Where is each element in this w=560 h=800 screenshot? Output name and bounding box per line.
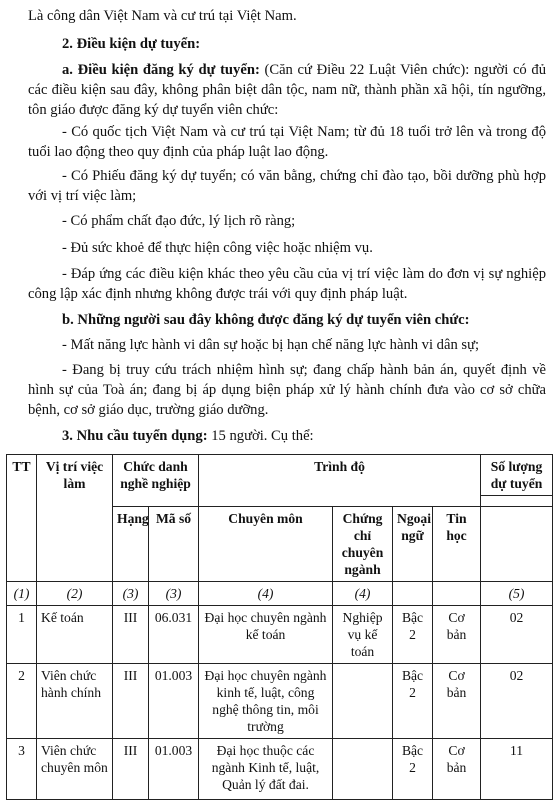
index-cell: (3) — [149, 582, 199, 606]
index-cell — [433, 582, 481, 606]
cell-tt: 1 — [7, 606, 37, 664]
header-rank: Hạng — [113, 507, 149, 582]
cell-tt: 2 — [7, 664, 37, 739]
index-cell: (5) — [481, 582, 553, 606]
cell-rank: III — [113, 739, 149, 800]
exclusion-item: - Đang bị truy cứu trách nhiệm hình sự; đang chấp hành bản án, quyết định về hình sự của Toà án; đang bị áp dụng biện pháp xử lý hành chính đưa vào cơ sở chữa bệnh, cơ sở giáo dục, trường giáo dưỡng. — [28, 362, 546, 418]
header-position: Vị trí việc làm — [37, 455, 113, 582]
header-quantity-empty — [481, 507, 553, 582]
table-row — [7, 739, 553, 800]
section-2-heading: 2. Điều kiện dự tuyển: — [62, 36, 201, 52]
table-row — [7, 606, 553, 664]
recruitment-table — [6, 454, 553, 800]
header-tt: TT — [7, 455, 37, 582]
cell-position: Viên chức chuyên môn — [37, 739, 113, 800]
cell-tt: 3 — [7, 739, 37, 800]
cell-code: 01.003 — [149, 664, 199, 739]
condition-item: - Có quốc tịch Việt Nam và cư trú tại Việt Nam; từ đủ 18 tuổi trở lên và trong độ tuổi lao động theo quy định của pháp luật lao động. — [28, 124, 546, 160]
condition-item: - Đủ sức khoẻ để thực hiện công việc hoặc nhiệm vụ. — [62, 240, 373, 256]
cell-certificate: Nghiệp vụ kế toán — [333, 606, 393, 664]
header-code: Mã số — [149, 507, 199, 582]
cell-specialty: Đại học thuộc các ngành Kinh tế, luật, Quản lý đất đai. — [199, 739, 333, 800]
cell-foreign-language: Bậc 2 — [393, 606, 433, 664]
header-quantity-filler — [481, 496, 553, 507]
table-row — [7, 664, 553, 739]
header-certificate: Chứng chỉ chuyên ngành — [333, 507, 393, 582]
header-quantity: Số lượng dự tuyển — [481, 455, 553, 496]
section-3-heading: 3. Nhu cầu tuyển dụng: 15 người. Cụ thể: — [62, 428, 314, 444]
condition-item: - Có phẩm chất đạo đức, lý lịch rõ ràng; — [62, 213, 296, 229]
index-cell: (2) — [37, 582, 113, 606]
cell-certificate — [333, 664, 393, 739]
intro-line: Là công dân Việt Nam và cư trú tại Việt Nam. — [28, 8, 297, 24]
index-cell: (4) — [199, 582, 333, 606]
cell-quantity: 02 — [481, 664, 553, 739]
header-title: Chức danh nghề nghiệp — [113, 455, 199, 507]
header-foreign-language: Ngoại ngữ — [393, 507, 433, 582]
header-it: Tin học — [433, 507, 481, 582]
cell-foreign-language: Bậc 2 — [393, 664, 433, 739]
cell-it: Cơ bản — [433, 664, 481, 739]
cell-quantity: 02 — [481, 606, 553, 664]
index-cell — [393, 582, 433, 606]
cell-certificate — [333, 739, 393, 800]
header-qualification: Trình độ — [199, 455, 481, 507]
cell-rank: III — [113, 606, 149, 664]
section-2b-heading: b. Những người sau đây không được đăng ký dự tuyển viên chức: — [62, 312, 470, 328]
cell-rank: III — [113, 664, 149, 739]
condition-item: - Đáp ứng các điều kiện khác theo yêu cầu của vị trí việc làm do đơn vị sự nghiệp công lập xác định nhưng không được trái với quy định pháp luật. — [28, 266, 546, 302]
cell-specialty: Đại học chuyên ngành kế toán — [199, 606, 333, 664]
cell-position: Viên chức hành chính — [37, 664, 113, 739]
index-cell: (1) — [7, 582, 37, 606]
exclusion-item: - Mất năng lực hành vi dân sự hoặc bị hạn chế năng lực hành vi dân sự; — [62, 337, 480, 353]
cell-it: Cơ bản — [433, 739, 481, 800]
section-2a-heading: a. Điều kiện đăng ký dự tuyển: — [62, 62, 260, 78]
cell-quantity: 11 — [481, 739, 553, 800]
index-cell: (4) — [333, 582, 393, 606]
cell-specialty: Đại học chuyên ngành kinh tế, luật, công nghệ thông tin, môi trường — [199, 664, 333, 739]
header-specialty: Chuyên môn — [199, 507, 333, 582]
cell-code: 01.003 — [149, 739, 199, 800]
cell-position: Kế toán — [37, 606, 113, 664]
section-2a-text: (Căn cứ Điều 22 Luật Viên chức): người có đủ các điều kiện sau đây, không phân biệt dân tộc, nam nữ, thành phần xã hội, tín ngưỡng, tôn giáo được đăng ký dự tuyển viên chức: — [28, 62, 546, 118]
section-2a-paragraph — [28, 60, 546, 120]
condition-item: - Có Phiếu đăng ký dự tuyển; có văn bằng, chứng chỉ đào tạo, bồi dưỡng phù hợp với vị trí việc làm; — [28, 168, 546, 204]
cell-code: 06.031 — [149, 606, 199, 664]
cell-foreign-language: Bậc 2 — [393, 739, 433, 800]
index-cell: (3) — [113, 582, 149, 606]
cell-it: Cơ bản — [433, 606, 481, 664]
